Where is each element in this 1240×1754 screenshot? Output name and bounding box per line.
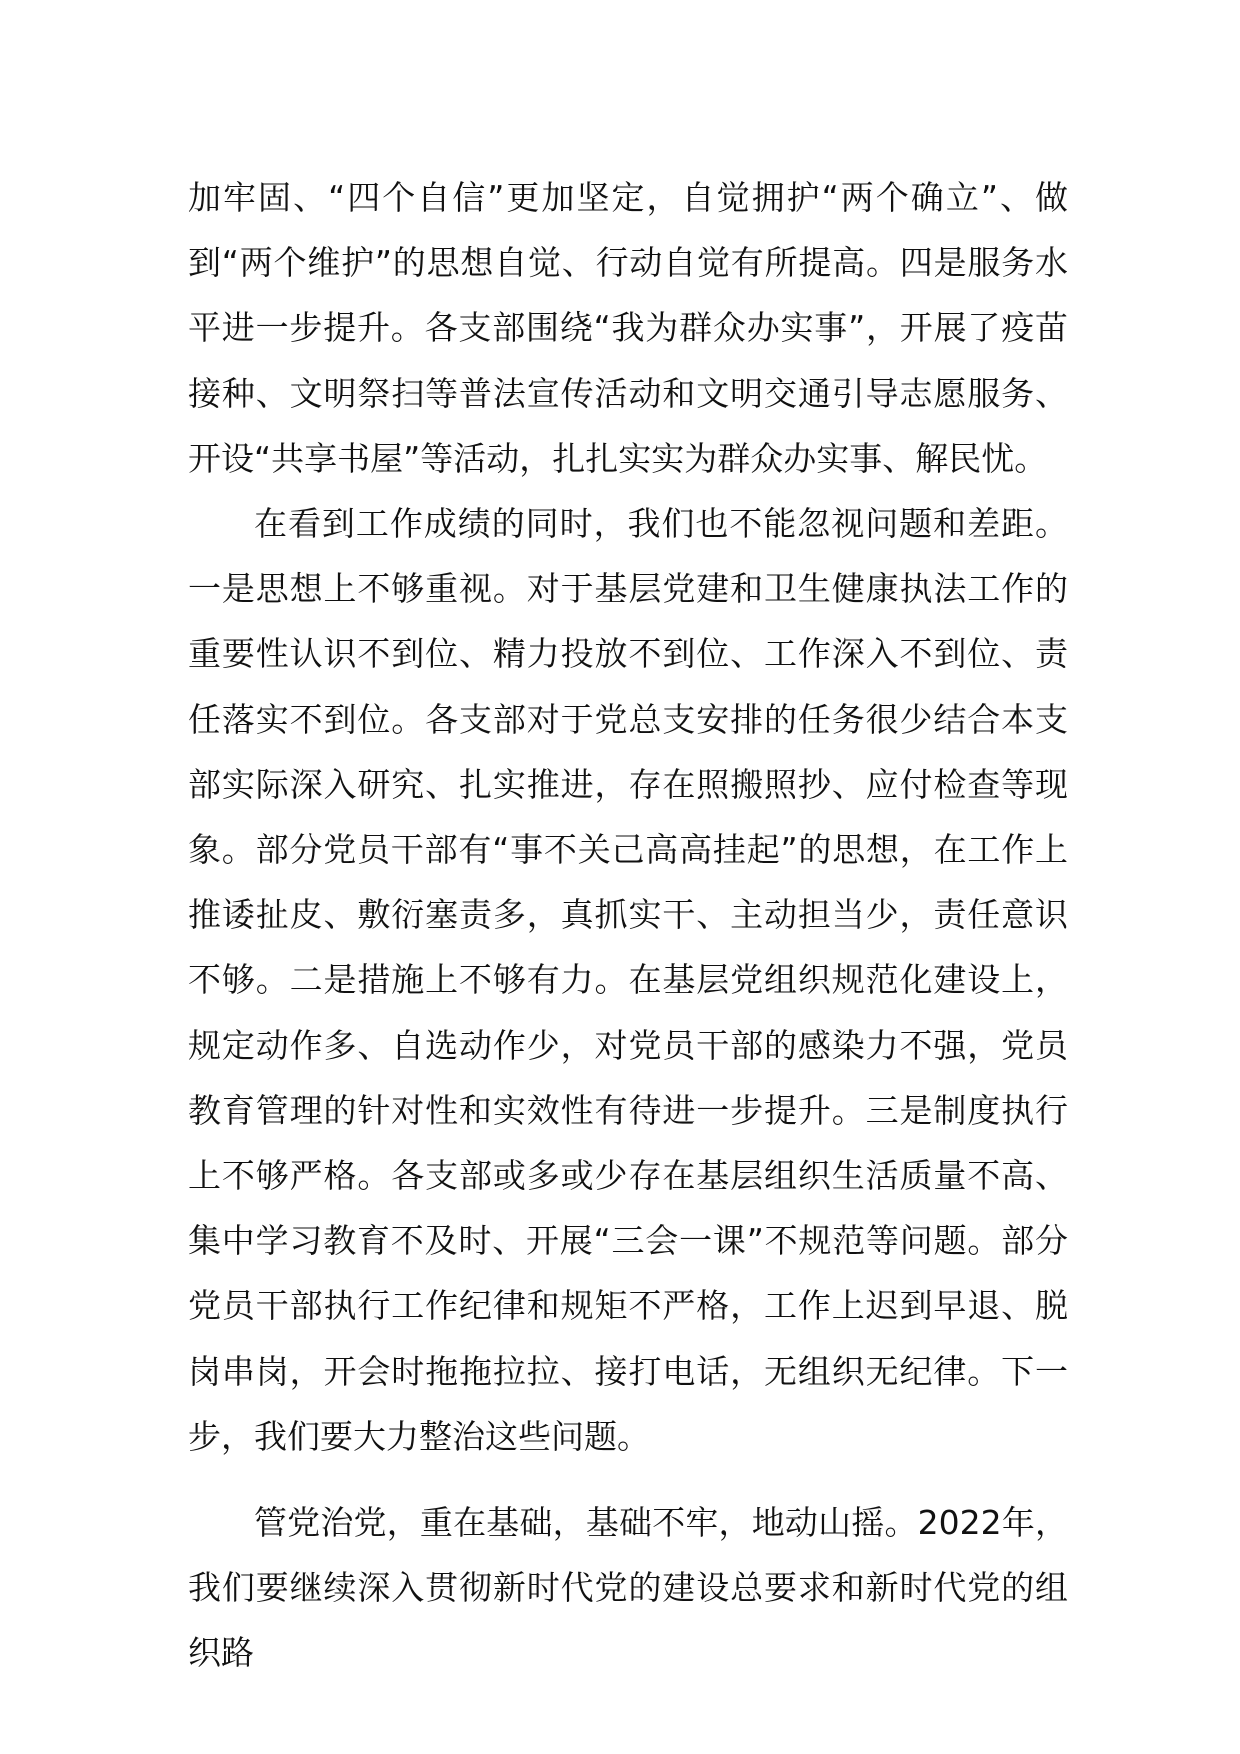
paragraph-problems: 在看到工作成绩的同时，我们也不能忽视问题和差距。一是思想上不够重视。对于基层党建和卫生健康执法工作的重要性认识不到位、精力投放不到位、工作深入不到位、责任落实不到位。各支部对于党总支安排的任务很少结合本支部实际深入研究、扎实推进，存在照搬照抄、应付检查等现象。部分党员干部有“事不关己高高挂起”的思想，在工作上推诿扯皮、敷衍塞责多，真抓实干、主动担当少，责任意识不够。二是措施上不够有力。在基层党组织规范化建设上，规定动作多、自选动作少，对党员干部的感染力不强，党员教育管理的针对性和实效性有待进一步提升。三是制度执行上不够严格。各支部或多或少存在基层组织生活质量不高、集中学习教育不及时、开展“三会一课”不规范等问题。部分党员干部执行工作纪律和规矩不严格，工作上迟到早退、脱岗串岗，开会时拖拖拉拉、接打电话，无组织无纪律。下一步，我们要大力整治这些问题。: [188, 504, 1068, 1456]
paragraph-continued: 加牢固、“四个自信”更加坚定，自觉拥护“两个确立”、做到“两个维护”的思想自觉、行动自觉有所提高。四是服务水平进一步提升。各支部围绕“我为群众办实事”，开展了疫苗接种、文明祭扫等普法宣传活动和文明交通引导志愿服务、开设“共享书屋”等活动，扎扎实实为群众办实事、解民忧。: [188, 178, 1068, 478]
paragraph-2022-plan: 管党治党，重在基础，基础不牢，地动山摇。2022年，我们要继续深入贯彻新时代党的建设总要求和新时代党的组织路: [188, 1503, 1068, 1673]
document-body: [188, 165, 1068, 1686]
